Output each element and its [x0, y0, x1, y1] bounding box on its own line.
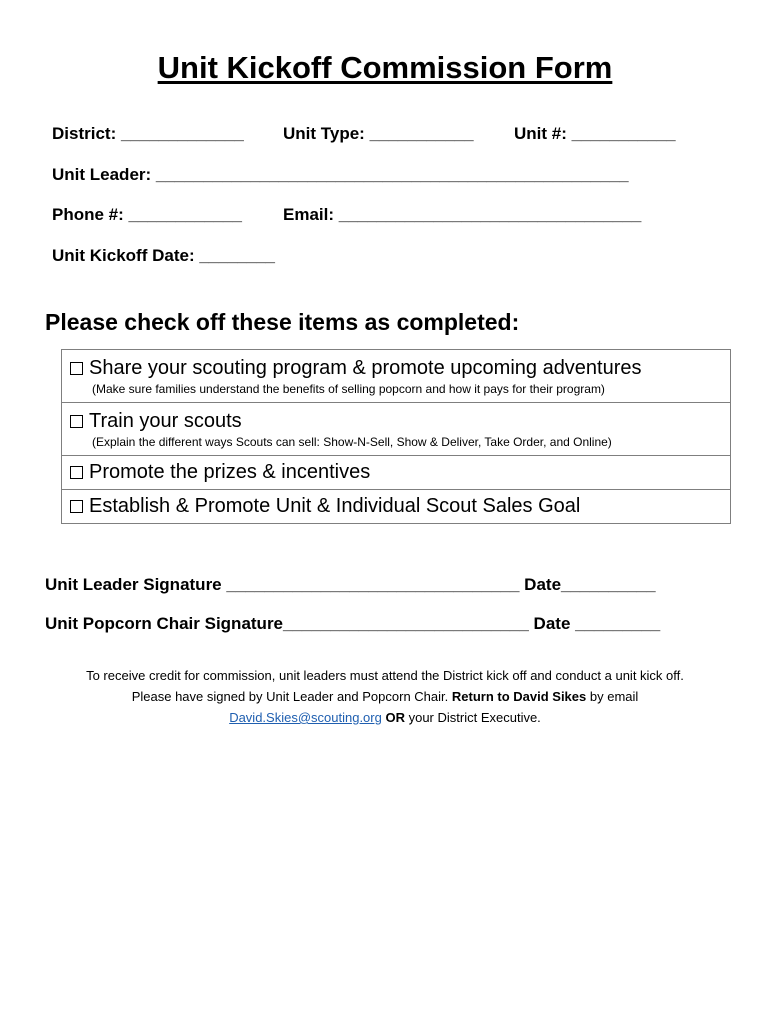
footer-line-2 [0, 686, 770, 707]
footer-text: by email [589, 689, 639, 704]
email-field[interactable]: Email: ________________________________ [283, 205, 642, 224]
checklist-item-label: Establish & Promote Unit & Individual Scout Sales Goal [89, 495, 581, 517]
checklist-item-label: Train your scouts [89, 410, 242, 432]
checklist-heading: Please check off these items as completed: [45, 309, 520, 335]
checklist-item [62, 403, 730, 456]
footer-line-1: To receive credit for commission, unit leaders must attend the District kick off and conduct a unit kick off. [86, 668, 684, 683]
phone-field[interactable]: Phone #: ____________ [52, 205, 242, 224]
checklist-item-note: (Explain the different ways Scouts can sell: Show-N-Sell, Show & Deliver, Take Order, and Online) [92, 435, 612, 449]
checklist-item [62, 350, 730, 403]
unit-type-field[interactable]: Unit Type: ___________ [283, 124, 474, 143]
chair-signature-line[interactable]: Unit Popcorn Chair Signature__________________________ Date _________ [45, 614, 661, 633]
checkbox[interactable] [70, 415, 83, 428]
checkbox[interactable] [70, 500, 83, 513]
checklist-item [62, 490, 730, 523]
leader-signature-line[interactable]: Unit Leader Signature _______________________________ Date__________ [45, 575, 656, 594]
checklist-item [62, 456, 730, 490]
checklist-item-label: Share your scouting program & promote upcoming adventures [89, 357, 642, 379]
checkbox[interactable] [70, 362, 83, 375]
kickoff-date-field[interactable]: Unit Kickoff Date: ________ [52, 246, 275, 265]
footer-text: Please have signed by Unit Leader and Popcorn Chair. [131, 689, 449, 704]
checklist-table [61, 349, 731, 524]
district-field[interactable]: District: _____________ [52, 124, 244, 143]
email-link[interactable]: David.Skies@scouting.org [229, 710, 382, 725]
unit-leader-field[interactable]: Unit Leader: __________________________________________________ [52, 165, 629, 184]
form-title: Unit Kickoff Commission Form [157, 50, 613, 85]
footer-or: OR [385, 710, 405, 725]
unit-number-field[interactable]: Unit #: ___________ [514, 124, 676, 143]
return-to-name: Return to David Sikes [451, 689, 587, 704]
checkbox[interactable] [70, 466, 83, 479]
footer-line-3 [0, 707, 770, 728]
checklist-item-note: (Make sure families understand the benefits of selling popcorn and how it pays for their program) [92, 382, 605, 396]
footer-text: your District Executive. [408, 710, 541, 725]
checklist-item-label: Promote the prizes & incentives [89, 461, 371, 483]
footer-instructions [0, 665, 770, 728]
